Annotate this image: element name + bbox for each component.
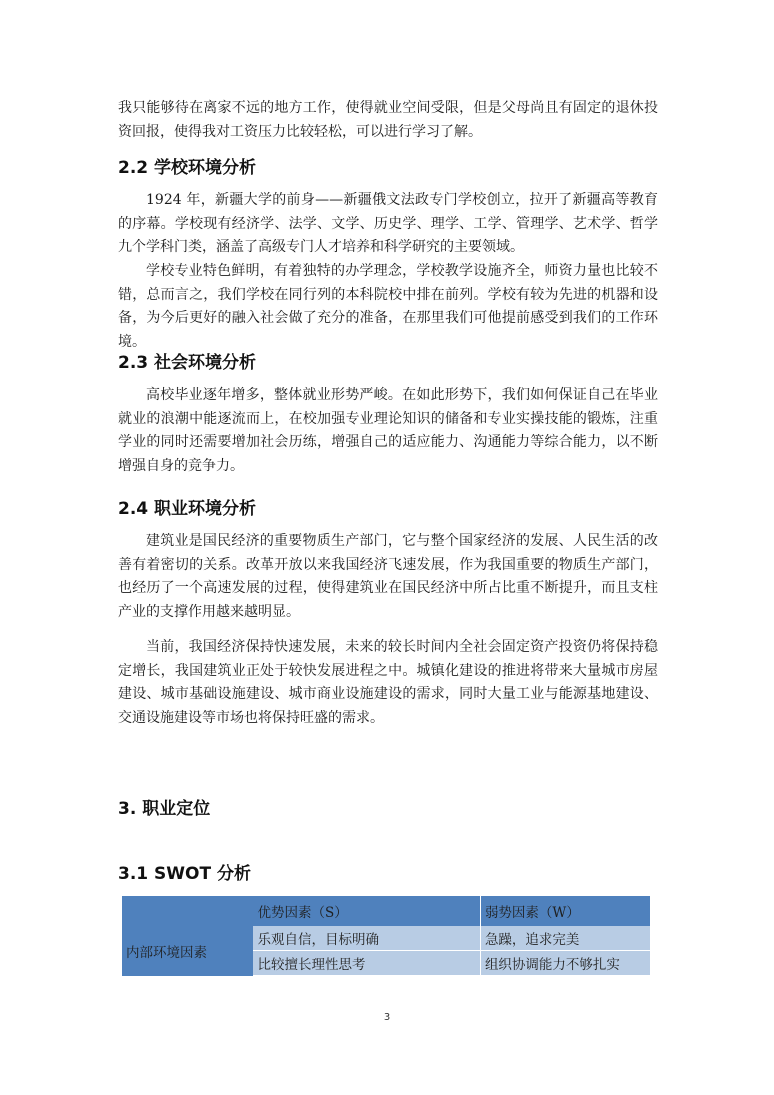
swot-col-weaknesses: 弱势因素（W） <box>480 896 650 926</box>
swot-corner-cell <box>122 896 253 926</box>
swot-weakness-item: 急躁，追求完美 <box>480 926 650 951</box>
swot-col-strengths: 优势因素（S） <box>253 896 480 926</box>
heading-3-1: 3.1 SWOT 分析 <box>118 864 251 884</box>
page-number: 3 <box>383 1012 391 1023</box>
school-paragraph-2: 学校专业特色鲜明，有着独特的办学理念，学校教学设施齐全，师资力量也比较不错，总而言之，我们学校在同行列的本科院校中排在前列。学校有较为先进的机器和设备，为今后更好的融入社会做了充分的准备，在那里我们可他提前感受到我们的工作环境。 <box>118 263 658 350</box>
career-paragraph-2: 当前，我国经济保持快速发展，未来的较长时间内全社会固定资产投资仍将保持稳定增长，我国建筑业正处于较快发展进程之中。城镇化建设的推进将带来大量城市房屋建设、城市基础设施建设、城市商业设施建设的需求，同时大量工业与能源基地建设、交通设施建设等市场也将保持旺盛的需求。 <box>118 639 658 726</box>
heading-2-2: 2.2 学校环境分析 <box>118 158 257 178</box>
school-paragraph-1: 1924 年，新疆大学的前身——新疆俄文法政专门学校创立，拉开了新疆高等教育的序幕。学校现有经济学、法学、文学、历史学、理学、工学、管理学、艺术学、哲学九个学科门类，涵盖了高级专门人才培养和科学研究的主要领域。 <box>118 192 658 255</box>
swot-row <box>122 926 650 951</box>
society-paragraph: 高校毕业逐年增多，整体就业形势严峻。在如此形势下，我们如何保证自己在毕业就业的浪潮中能逐流而上，在校加强专业理论知识的储备和专业实操技能的锻炼，注重学业的同时还需要增加社会历练，增强自己的适应能力、沟通能力等综合能力，以不断增强自身的竞争力。 <box>118 387 658 474</box>
heading-2-3: 2.3 社会环境分析 <box>118 353 257 373</box>
swot-row-label-internal: 内部环境因素 <box>122 926 253 976</box>
heading-3: 3. 职业定位 <box>118 799 211 819</box>
intro-paragraph: 我只能够待在离家不远的地方工作，使得就业空间受限，但是父母尚且有固定的退休投资回报，使得我对工资压力比较轻松，可以进行学习了解。 <box>118 100 658 140</box>
heading-2-4: 2.4 职业环境分析 <box>118 499 257 519</box>
swot-weakness-item: 组织协调能力不够扎实 <box>480 951 650 976</box>
swot-strength-item: 乐观自信，目标明确 <box>253 926 480 951</box>
swot-table <box>122 896 650 976</box>
career-paragraph-1: 建筑业是国民经济的重要物质生产部门，它与整个国家经济的发展、人民生活的改善有着密切的关系。改革开放以来我国经济飞速发展，作为我国重要的物质生产部门，也经历了一个高速发展的过程，使得建筑业在国民经济中所占比重不断提升，而且支柱产业的支撑作用越来越明显。 <box>118 533 658 620</box>
swot-header-row <box>122 896 650 926</box>
swot-strength-item: 比较擅长理性思考 <box>253 951 480 976</box>
